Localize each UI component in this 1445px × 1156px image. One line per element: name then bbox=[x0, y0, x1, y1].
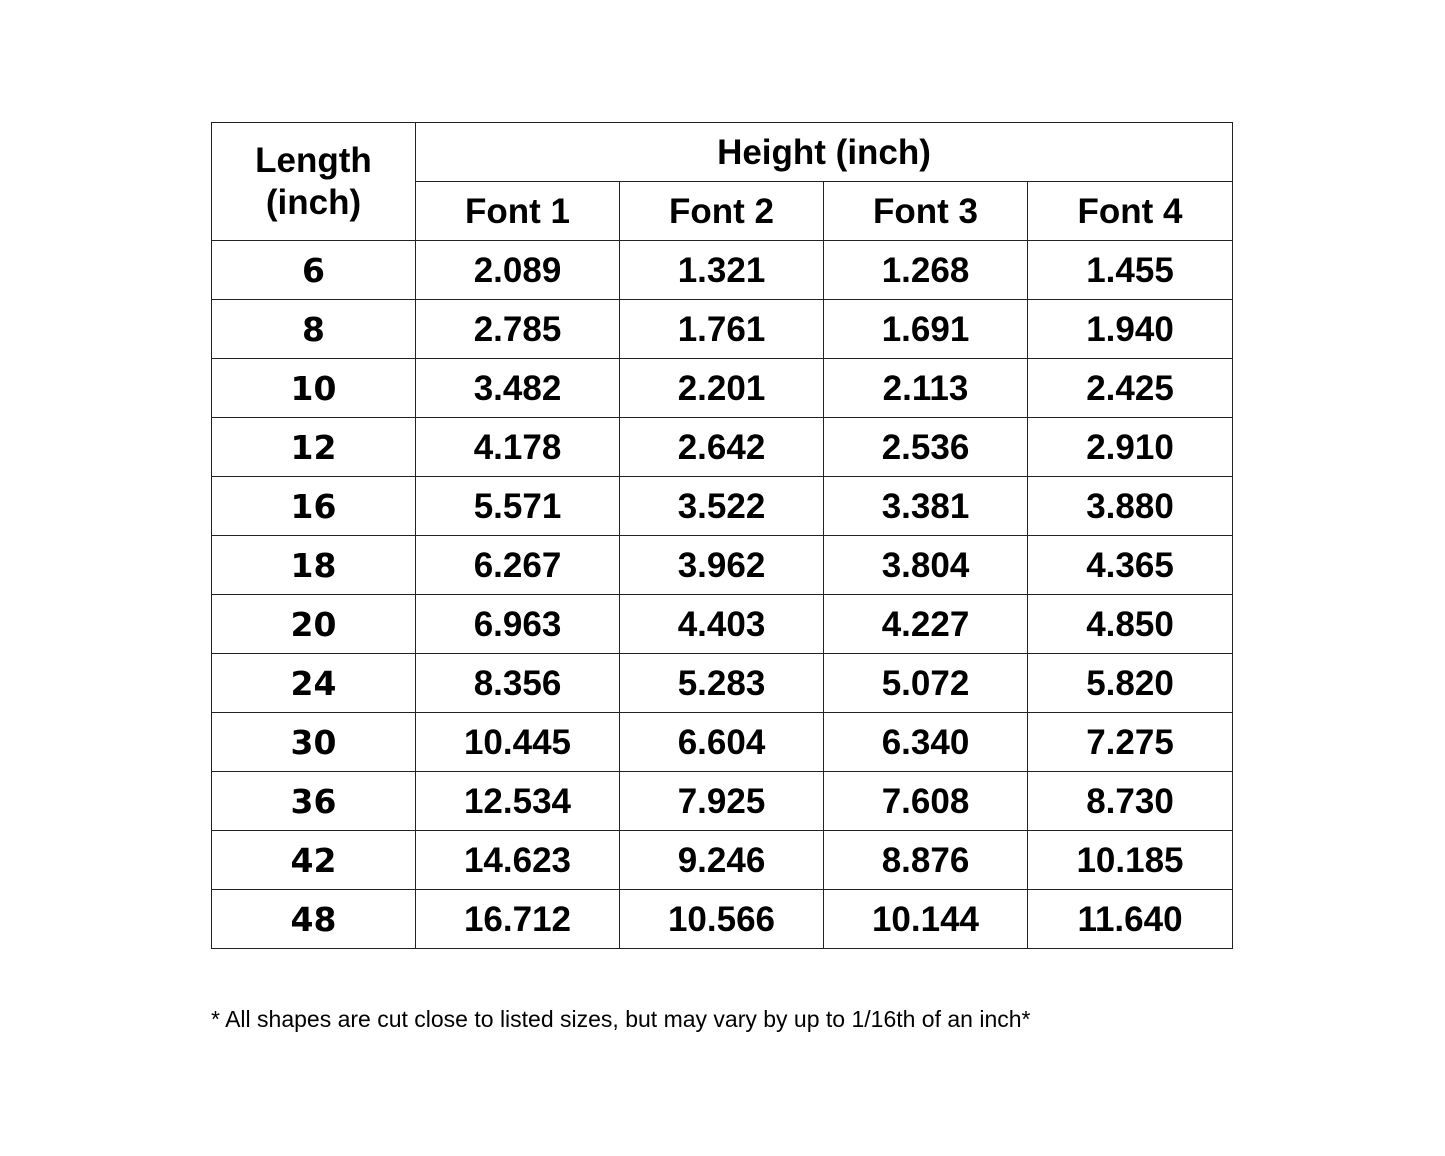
height-cell-font-3: 3.804 bbox=[824, 536, 1028, 595]
height-cell-font-1: 2.785 bbox=[416, 300, 620, 359]
height-cell-font-4: 1.455 bbox=[1028, 241, 1233, 300]
font-2-header: Font 2 bbox=[620, 182, 824, 241]
size-chart-table bbox=[211, 122, 1233, 949]
height-cell-font-3: 1.691 bbox=[824, 300, 1028, 359]
table-row bbox=[212, 654, 1233, 713]
height-cell-font-3: 3.381 bbox=[824, 477, 1028, 536]
table-row bbox=[212, 418, 1233, 477]
height-cell-font-1: 16.712 bbox=[416, 890, 620, 949]
height-cell-font-2: 4.403 bbox=[620, 595, 824, 654]
height-cell-font-2: 5.283 bbox=[620, 654, 824, 713]
height-cell-font-1: 3.482 bbox=[416, 359, 620, 418]
height-cell-font-3: 8.876 bbox=[824, 831, 1028, 890]
height-cell-font-2: 9.246 bbox=[620, 831, 824, 890]
table-row bbox=[212, 772, 1233, 831]
height-cell-font-1: 8.356 bbox=[416, 654, 620, 713]
table-row bbox=[212, 300, 1233, 359]
length-cell: 20 bbox=[212, 595, 416, 654]
length-column-header bbox=[212, 123, 416, 241]
length-header-line1: Length bbox=[255, 140, 372, 180]
font-4-header: Font 4 bbox=[1028, 182, 1233, 241]
height-cell-font-4: 3.880 bbox=[1028, 477, 1233, 536]
length-cell: 48 bbox=[212, 890, 416, 949]
length-cell: 30 bbox=[212, 713, 416, 772]
footnote: * All shapes are cut close to listed sizes, but may vary by up to 1/16th of an inch* bbox=[211, 1006, 1031, 1032]
height-cell-font-4: 2.425 bbox=[1028, 359, 1233, 418]
font-3-header: Font 3 bbox=[824, 182, 1028, 241]
height-cell-font-1: 12.534 bbox=[416, 772, 620, 831]
height-cell-font-1: 14.623 bbox=[416, 831, 620, 890]
table-row bbox=[212, 831, 1233, 890]
length-cell: 8 bbox=[212, 300, 416, 359]
length-cell: 12 bbox=[212, 418, 416, 477]
font-1-header: Font 1 bbox=[416, 182, 620, 241]
table-row bbox=[212, 241, 1233, 300]
height-cell-font-4: 4.365 bbox=[1028, 536, 1233, 595]
height-cell-font-4: 1.940 bbox=[1028, 300, 1233, 359]
height-cell-font-2: 1.321 bbox=[620, 241, 824, 300]
height-cell-font-4: 10.185 bbox=[1028, 831, 1233, 890]
height-cell-font-2: 6.604 bbox=[620, 713, 824, 772]
height-cell-font-2: 7.925 bbox=[620, 772, 824, 831]
length-cell: 6 bbox=[212, 241, 416, 300]
height-cell-font-1: 10.445 bbox=[416, 713, 620, 772]
height-cell-font-4: 5.820 bbox=[1028, 654, 1233, 713]
height-cell-font-3: 2.113 bbox=[824, 359, 1028, 418]
height-cell-font-1: 6.963 bbox=[416, 595, 620, 654]
height-cell-font-3: 10.144 bbox=[824, 890, 1028, 949]
height-cell-font-3: 1.268 bbox=[824, 241, 1028, 300]
height-cell-font-2: 2.201 bbox=[620, 359, 824, 418]
length-header-line2: (inch) bbox=[265, 182, 362, 222]
height-cell-font-4: 4.850 bbox=[1028, 595, 1233, 654]
height-cell-font-2: 3.962 bbox=[620, 536, 824, 595]
height-cell-font-3: 4.227 bbox=[824, 595, 1028, 654]
length-cell: 10 bbox=[212, 359, 416, 418]
header-row-top bbox=[212, 123, 1233, 182]
table-row bbox=[212, 890, 1233, 949]
height-cell-font-2: 1.761 bbox=[620, 300, 824, 359]
table-row bbox=[212, 713, 1233, 772]
height-cell-font-3: 2.536 bbox=[824, 418, 1028, 477]
height-cell-font-4: 2.910 bbox=[1028, 418, 1233, 477]
height-cell-font-2: 3.522 bbox=[620, 477, 824, 536]
height-cell-font-4: 11.640 bbox=[1028, 890, 1233, 949]
length-cell: 24 bbox=[212, 654, 416, 713]
length-cell: 18 bbox=[212, 536, 416, 595]
height-cell-font-1: 5.571 bbox=[416, 477, 620, 536]
table-header bbox=[212, 123, 1233, 241]
height-cell-font-3: 6.340 bbox=[824, 713, 1028, 772]
height-cell-font-3: 5.072 bbox=[824, 654, 1028, 713]
height-cell-font-4: 7.275 bbox=[1028, 713, 1233, 772]
height-cell-font-1: 6.267 bbox=[416, 536, 620, 595]
height-cell-font-4: 8.730 bbox=[1028, 772, 1233, 831]
length-cell: 36 bbox=[212, 772, 416, 831]
height-cell-font-2: 10.566 bbox=[620, 890, 824, 949]
table-row bbox=[212, 536, 1233, 595]
height-cell-font-1: 4.178 bbox=[416, 418, 620, 477]
length-cell: 42 bbox=[212, 831, 416, 890]
height-cell-font-3: 7.608 bbox=[824, 772, 1028, 831]
table-body bbox=[212, 241, 1233, 949]
length-cell: 16 bbox=[212, 477, 416, 536]
table-row bbox=[212, 595, 1233, 654]
table-row bbox=[212, 359, 1233, 418]
table-row bbox=[212, 477, 1233, 536]
height-cell-font-1: 2.089 bbox=[416, 241, 620, 300]
height-cell-font-2: 2.642 bbox=[620, 418, 824, 477]
height-group-header: Height (inch) bbox=[416, 123, 1233, 182]
